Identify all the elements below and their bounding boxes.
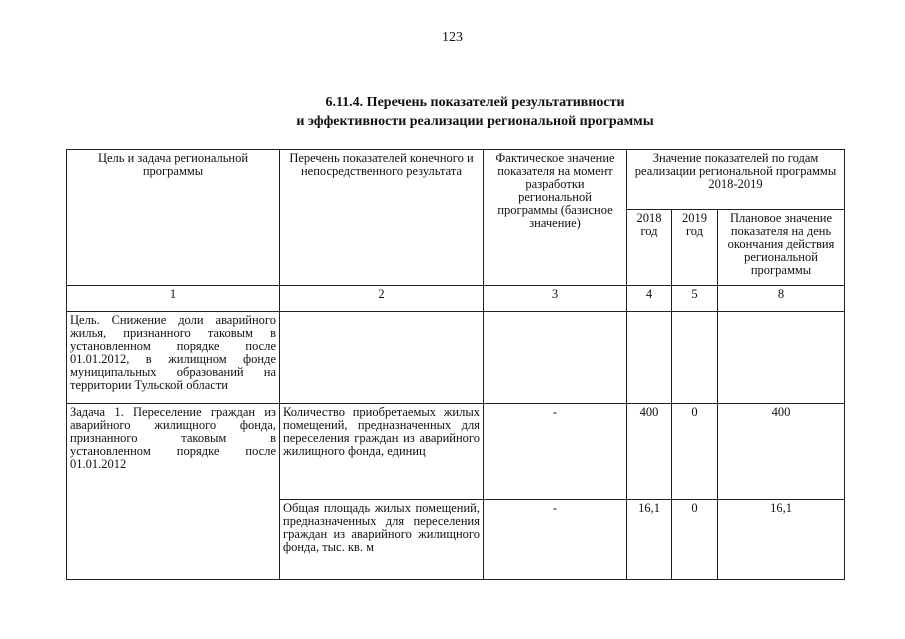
column-numbers-row [67, 286, 845, 312]
indicators-table [66, 149, 845, 580]
header-year-2018: 2018 год [627, 210, 672, 286]
indicator-2018: 400 [627, 404, 672, 500]
header-by-years-group: Значение показателей по годам реализации региональной программы 2018-2019 [627, 150, 845, 210]
indicator-actual: - [484, 404, 627, 500]
indicator-2018: 16,1 [627, 500, 672, 580]
title-line-2: и эффективности реализации региональной программы [296, 114, 654, 129]
title-line-1: 6.11.4. Перечень показателей результативности [325, 95, 625, 110]
column-number: 1 [67, 286, 280, 312]
header-year-2019: 2019 год [672, 210, 718, 286]
header-planned-value: Плановое значение показателя на день окончания действия региональной программы [718, 210, 845, 286]
column-number: 2 [280, 286, 484, 312]
empty-cell [484, 312, 627, 404]
indicator-planned: 400 [718, 404, 845, 500]
document-title [0, 93, 905, 131]
indicator-actual: - [484, 500, 627, 580]
header-row-1 [67, 150, 845, 210]
header-indicators-list: Перечень показателей конечного и непосредственного результата [280, 150, 484, 286]
empty-cell [280, 312, 484, 404]
indicator-planned: 16,1 [718, 500, 845, 580]
page-number: 123 [442, 30, 463, 45]
header-goal-task: Цель и задача региональной программы [67, 150, 280, 286]
column-number: 8 [718, 286, 845, 312]
indicator-name: Общая площадь жилых помещений, предназначенных для переселения граждан из аварийного жилищного фонда, тыс. кв. м [280, 500, 484, 580]
column-number: 4 [627, 286, 672, 312]
column-number: 5 [672, 286, 718, 312]
goal-row [67, 312, 845, 404]
header-actual-value: Фактическое значение показателя на момент разработки региональной программы (базисное значение) [484, 150, 627, 286]
goal-text: Цель. Снижение доли аварийного жилья, признанного таковым в установленном порядке после 01.01.2012, в жилищном фонде муниципальных образований на территории Тульской области [67, 312, 280, 404]
task-text: Задача 1. Переселение граждан из аварийного жилищного фонда, признанного таковым в установленном порядке после 01.01.2012 [67, 404, 280, 580]
column-number: 3 [484, 286, 627, 312]
indicator-2019: 0 [672, 404, 718, 500]
indicator-name: Количество приобретаемых жилых помещений, предназначенных для переселения граждан из аварийного жилищного фонда, единиц [280, 404, 484, 500]
empty-cell [672, 312, 718, 404]
task-row-indicator-1 [67, 404, 845, 500]
empty-cell [718, 312, 845, 404]
indicator-2019: 0 [672, 500, 718, 580]
empty-cell [627, 312, 672, 404]
